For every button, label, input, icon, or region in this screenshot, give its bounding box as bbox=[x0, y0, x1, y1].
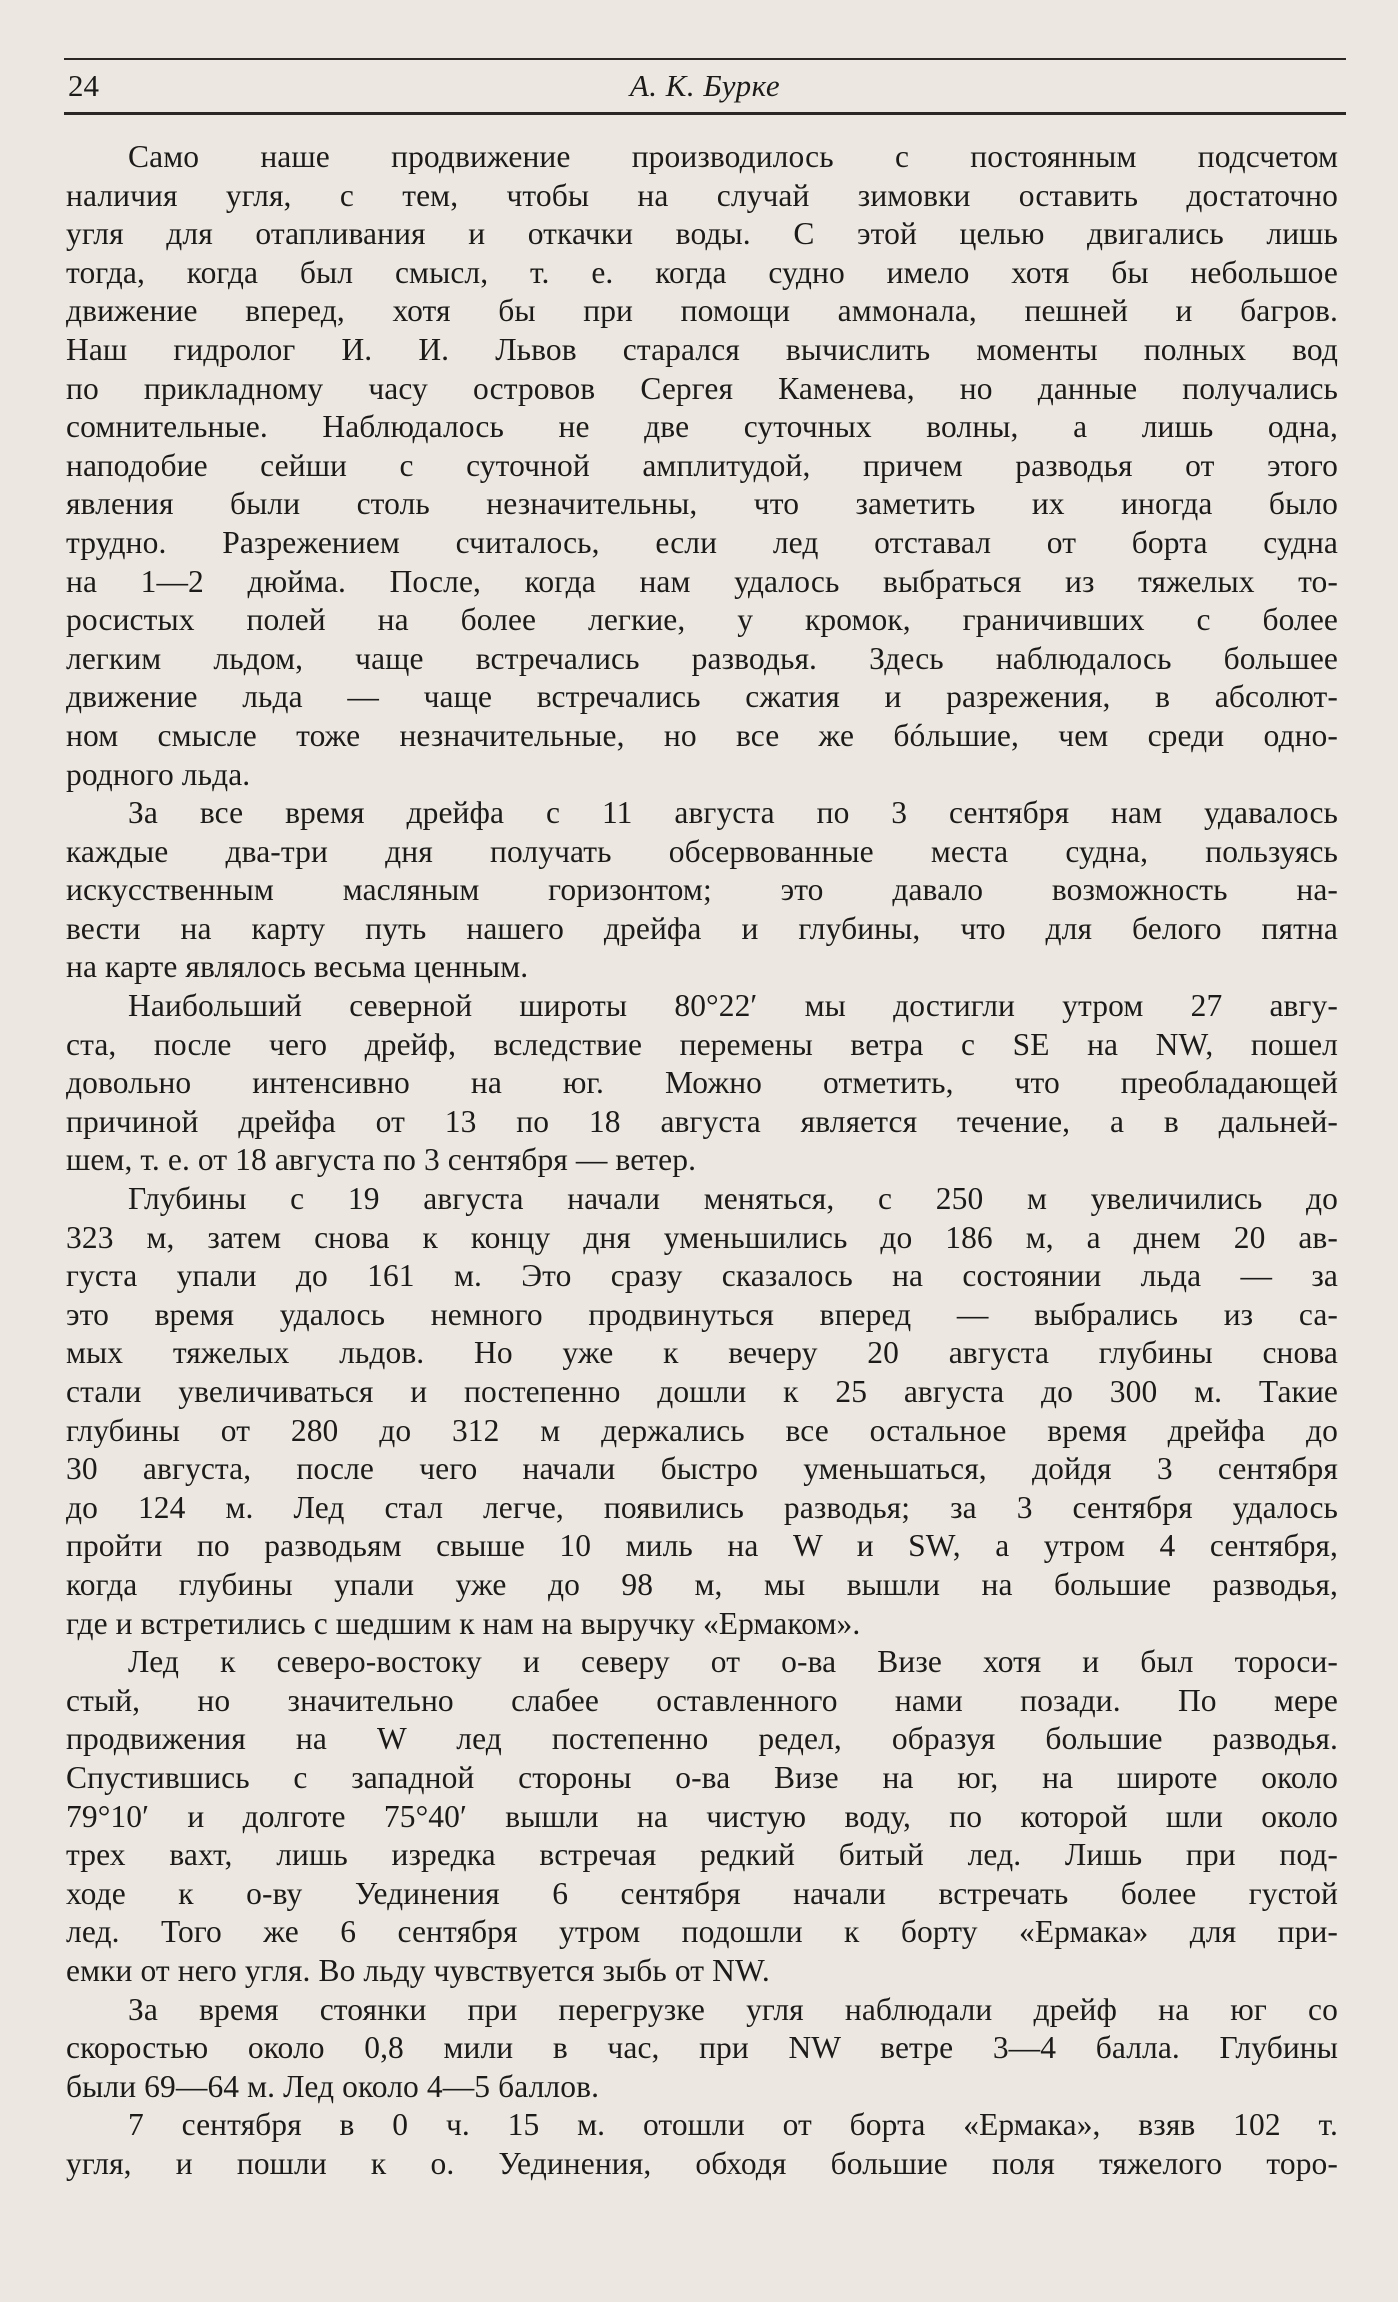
page-number: 24 bbox=[68, 68, 99, 103]
text-line: 323 м, затем снова к концу дня уменьшились до 186 м, а днем 20 ав- bbox=[66, 1219, 1338, 1255]
text-line: Лед к северо-востоку и северу от о-ва Визе хотя и был тороси- bbox=[128, 1644, 1338, 1680]
text-line: ходе к о-ву Уединения 6 сентября начали встречать более густой bbox=[66, 1875, 1338, 1911]
text-line: росистых полей на более легкие, у кромок, граничивших с более bbox=[66, 602, 1338, 638]
text-line: трудно. Разрежением считалось, если лед отставал от борта судна bbox=[66, 524, 1338, 560]
text-line: ста, после чего дрейф, вследствие перемены ветра с SE на NW, пошел bbox=[66, 1026, 1338, 1062]
text-line: по прикладному часу островов Сергея Каменева, но данные получались bbox=[66, 370, 1338, 406]
header-rule-bottom bbox=[64, 112, 1346, 115]
text-line: трех вахт, лишь изредка встречая редкий битый лед. Лишь при под- bbox=[66, 1837, 1338, 1873]
text-line: угля для отапливания и откачки воды. С этой целью двигались лишь bbox=[66, 216, 1338, 252]
text-line: За время стоянки при перегрузке угля наблюдали дрейф на юг со bbox=[128, 1991, 1338, 2027]
text-line: скоростью около 0,8 мили в час, при NW ветре 3—4 балла. Глубины bbox=[66, 2030, 1338, 2066]
text-line: наличия угля, с тем, чтобы на случай зимовки оставить достаточно bbox=[66, 177, 1338, 213]
text-line: 30 августа, после чего начали быстро уменьшаться, дойдя 3 сентября bbox=[66, 1451, 1338, 1487]
text-line: вести на карту путь нашего дрейфа и глубины, что для белого пятна bbox=[66, 910, 1338, 946]
text-line: где и встретились с шедшим к нам на выручку «Ермаком». bbox=[66, 1605, 861, 1641]
text-line: продвижения на W лед постепенно редел, образуя большие разводья. bbox=[66, 1721, 1338, 1757]
text-line: на 1—2 дюйма. После, когда нам удалось выбраться из тяжелых то- bbox=[66, 563, 1338, 599]
text-line: наподобие сейши с суточной амплитудой, причем разводья от этого bbox=[66, 447, 1338, 483]
text-line: стый, но значительно слабее оставленного нами позади. По мере bbox=[66, 1682, 1338, 1718]
text-line: искусственным масляным горизонтом; это давало возможность на- bbox=[66, 872, 1338, 908]
text-line: Глубины с 19 августа начали меняться, с 250 м увеличились до bbox=[128, 1181, 1338, 1217]
text-line: 79°10′ и долготе 75°40′ вышли на чистую воду, по которой шли около bbox=[66, 1798, 1338, 1834]
text-line: движение льда — чаще встречались сжатия и разрежения, в абсолют- bbox=[66, 679, 1338, 715]
text-line: это время удалось немного продвинуться вперед — выбрались из са- bbox=[66, 1296, 1338, 1332]
text-line: каждые два-три дня получать обсервованные места судна, пользуясь bbox=[66, 833, 1338, 869]
text-line: довольно интенсивно на юг. Можно отметить, что преобладающей bbox=[66, 1065, 1338, 1101]
text-line: когда глубины упали уже до 98 м, мы вышли на большие разводья, bbox=[66, 1566, 1338, 1602]
page-header bbox=[64, 64, 1346, 108]
text-line: родного льда. bbox=[66, 756, 251, 792]
text-line: За все время дрейфа с 11 августа по 3 сентября нам удавалось bbox=[128, 795, 1338, 831]
text-line: Наш гидролог И. И. Львов старался вычислить моменты полных вод bbox=[66, 331, 1338, 367]
text-line: угля, и пошли к о. Уединения, обходя большие поля тяжелого торо- bbox=[66, 2145, 1338, 2181]
text-line: на карте являлось весьма ценным. bbox=[66, 949, 529, 985]
text-line: явления были столь незначительны, что заметить их иногда было bbox=[66, 486, 1338, 522]
text-line: Само наше продвижение производилось с постоянным подсчетом bbox=[128, 139, 1338, 174]
text-line: стали увеличиваться и постепенно дошли к 25 августа до 300 м. Такие bbox=[66, 1374, 1338, 1409]
text-line: легким льдом, чаще встречались разводья. Здесь наблюдалось большее bbox=[66, 640, 1338, 676]
text-line: до 124 м. Лед стал легче, появились разводья; за 3 сентября удалось bbox=[66, 1489, 1338, 1525]
text-line: 7 сентября в 0 ч. 15 м. отошли от борта «Ермака», взяв 102 т. bbox=[128, 2107, 1338, 2143]
text-line: причиной дрейфа от 13 по 18 августа является течение, а в дальней- bbox=[66, 1103, 1338, 1139]
text-line: Наибольший северной широты 80°22′ мы достигли утром 27 авгу- bbox=[128, 988, 1338, 1024]
body-text bbox=[66, 138, 1338, 2183]
text-line: ном смысле тоже незначительные, но все же бóльшие, чем среди одно- bbox=[66, 717, 1338, 753]
text-line: сомнительные. Наблюдалось не две суточных волны, а лишь одна, bbox=[66, 409, 1338, 445]
text-line: были 69—64 м. Лед около 4—5 баллов. bbox=[66, 2068, 600, 2104]
header-rule-top bbox=[64, 58, 1346, 60]
text-line: глубины от 280 до 312 м держались все остальное время дрейфа до bbox=[66, 1412, 1338, 1448]
text-line: тогда, когда был смысл, т. е. когда судно имело хотя бы небольшое bbox=[66, 254, 1338, 290]
text-line: пройти по разводьям свыше 10 миль на W и SW, а утром 4 сентября, bbox=[66, 1528, 1338, 1564]
running-head: А. К. Бурке bbox=[629, 68, 781, 103]
text-line: емки от него угля. Во льду чувствуется зыбь от NW. bbox=[66, 1952, 770, 1988]
text-line: Спустившись с западной стороны о-ва Визе на юг, на широте около bbox=[66, 1759, 1338, 1795]
text-line: густа упали до 161 м. Это сразу сказалось на состоянии льда — за bbox=[66, 1258, 1338, 1294]
text-line: лед. Того же 6 сентября утром подошли к борту «Ермака» для при- bbox=[66, 1914, 1338, 1950]
text-line: движение вперед, хотя бы при помощи аммонала, пешней и багров. bbox=[66, 293, 1338, 329]
text-line: мых тяжелых льдов. Но уже к вечеру 20 августа глубины снова bbox=[66, 1335, 1338, 1371]
text-line: шем, т. е. от 18 августа по 3 сентября — ветер. bbox=[66, 1142, 697, 1178]
